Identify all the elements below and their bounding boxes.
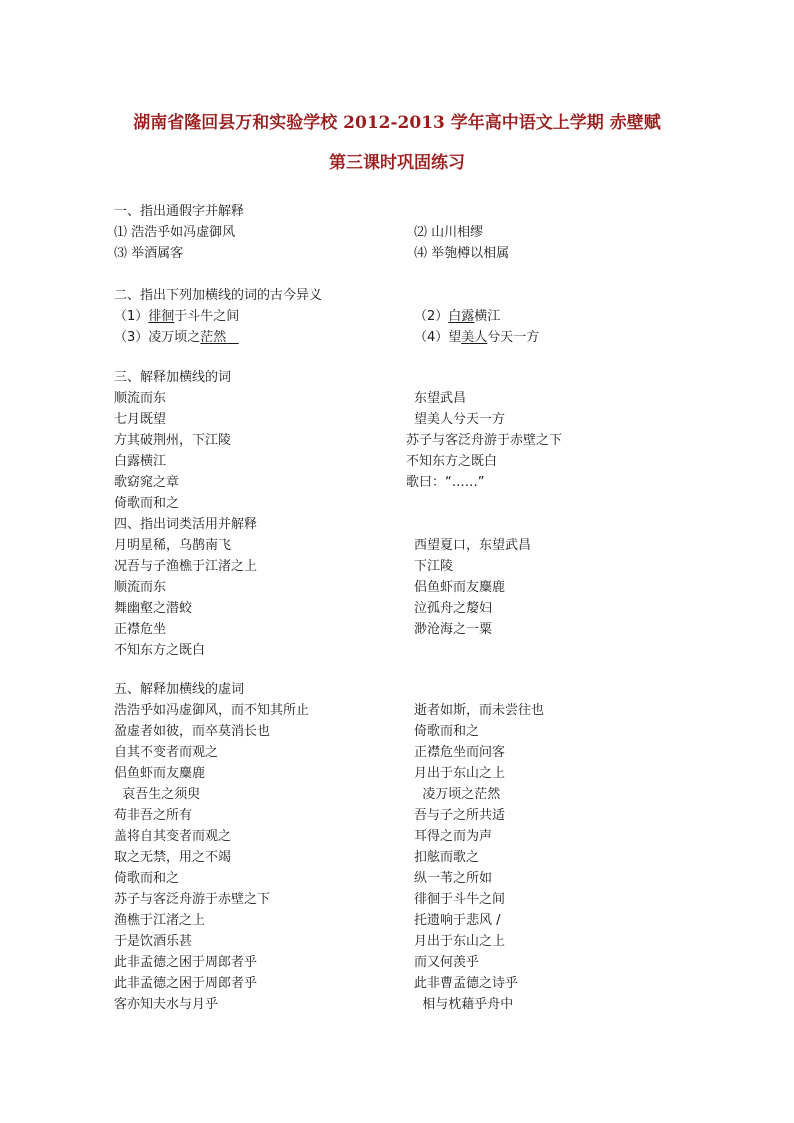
exercise-item: 望美人兮天一方 [414, 412, 506, 427]
exercise-item: 不知东方之既白 [406, 454, 498, 469]
exercise-row [0, 973, 794, 994]
exercise-row [0, 910, 794, 931]
exercise-item: 纵一苇之所如 [414, 871, 493, 886]
exercise-row [0, 952, 794, 973]
exercise-item: 倚歌而和之 [114, 496, 180, 511]
exercise-row [0, 556, 794, 577]
exercise-item: 凌万顷之茫然 [414, 787, 501, 802]
exercise-item: 泣孤舟之嫠妇 [414, 601, 493, 616]
exercise-item: ⑶ 举酒属客 [114, 246, 184, 261]
exercise-item: 七月既望 [114, 412, 167, 427]
exercise-row [0, 889, 794, 910]
exercise-item: 扣舷而歌之 [414, 850, 480, 865]
exercise-item: 月出于东山之上 [414, 766, 506, 781]
exercise-item: 下江陵 [414, 559, 454, 574]
section-heading: 五、解释加横线的虚词 [114, 682, 245, 697]
exercise-row [0, 721, 794, 742]
exercise-row [0, 535, 794, 556]
exercise-item: 逝者如斯，而未尝往也 [414, 703, 545, 718]
exercise-item: 此非孟德之困于周郎者乎 [114, 955, 258, 970]
exercise-row [0, 472, 794, 493]
underlined-word: 美人 [461, 330, 488, 345]
exercise-row [0, 994, 794, 1015]
exercise-item: （1）徘徊于斗牛之间 [114, 309, 240, 324]
exercise-item: 歌窈窕之章 [114, 475, 180, 490]
exercise-item: 徘徊于斗牛之间 [414, 892, 506, 907]
exercise-item: 浩浩乎如冯虚御风，而不知其所止 [114, 703, 310, 718]
exercise-item: 方其破荆州，下江陵 [114, 433, 232, 448]
exercise-item: 月明星稀，乌鹊南飞 [114, 538, 232, 553]
section-3 [0, 367, 794, 514]
section-heading: 一、指出通假字并解释 [114, 204, 245, 219]
exercise-item: 吾与子之所共适 [414, 808, 506, 823]
exercise-item: 相与枕藉乎舟中 [414, 997, 514, 1012]
exercise-row [0, 700, 794, 721]
exercise-item: 顺流而东 [114, 391, 167, 406]
exercise-item: 顺流而东 [114, 580, 167, 595]
exercise-item: 况吾与子渔樵于江渚之上 [114, 559, 258, 574]
exercise-item: （3）凌万顷之茫然 [114, 330, 227, 345]
exercise-item: 此非孟德之困于周郎者乎 [114, 976, 258, 991]
exercise-item: 自其不变者而观之 [114, 745, 219, 760]
exercise-item: 于是饮酒乐甚 [114, 934, 193, 949]
exercise-row [0, 577, 794, 598]
exercise-item: 此非曹孟德之诗乎 [414, 976, 519, 991]
exercise-item: 渔樵于江渚之上 [114, 913, 206, 928]
exercise-item: 而又何羡乎 [414, 955, 480, 970]
exercise-item: 盖将自其变者而观之 [114, 829, 232, 844]
exercise-item: （4）望美人兮天一方 [414, 330, 540, 345]
exercise-item: 渺沧海之一粟 [414, 622, 493, 637]
exercise-row [0, 409, 794, 430]
exercise-row [0, 619, 794, 640]
exercise-row [0, 243, 794, 264]
section-heading: 三、解释加横线的词 [114, 370, 232, 385]
exercise-item: 侣鱼虾而友麋鹿 [414, 580, 506, 595]
exercise-item: 白露横江 [114, 454, 167, 469]
exercise-item: 耳得之而为声 [414, 829, 493, 844]
exercise-item: 托遗响于悲风 / [414, 913, 501, 928]
exercise-row [0, 868, 794, 889]
exercise-item: 苏子与客泛舟游于赤壁之下 [114, 892, 271, 907]
exercise-item: 舞幽壑之潜蛟 [114, 601, 193, 616]
exercise-item: 倚歌而和之 [414, 724, 480, 739]
exercise-row [0, 598, 794, 619]
exercise-item: 苏子与客泛舟游于赤壁之下 [406, 433, 563, 448]
section-heading: 二、指出下列加横线的词的古今异义 [114, 288, 323, 303]
exercise-row [0, 430, 794, 451]
section-heading: 四、指出词类活用并解释 [114, 517, 258, 532]
exercise-row [0, 640, 794, 661]
exercise-item: 取之无禁，用之不竭 [114, 850, 232, 865]
exercise-item: 客亦知夫水与月乎 [114, 997, 219, 1012]
exercise-item: 不知东方之既白 [114, 643, 206, 658]
exercise-row [0, 784, 794, 805]
exercise-item: 东望武昌 [414, 391, 467, 406]
section-4 [0, 514, 794, 661]
underlined-word: 茫然 [200, 330, 227, 345]
exercise-item: ⑵ 山川相缪 [414, 225, 484, 240]
exercise-row [0, 742, 794, 763]
exercise-item: 歌曰：“……” [406, 475, 485, 490]
exercise-item: 侣鱼虾而友麋鹿 [114, 766, 206, 781]
exercise-row [0, 931, 794, 952]
exercise-row [0, 847, 794, 868]
exercise-row [0, 222, 794, 243]
section-2 [0, 285, 794, 348]
exercise-row [0, 306, 794, 327]
exercise-row [0, 763, 794, 784]
exercise-row [0, 805, 794, 826]
exercise-item: ⑷ 举匏樽以相属 [414, 246, 510, 261]
section-1 [0, 201, 794, 264]
exercise-item: 正襟危坐 [114, 622, 167, 637]
exercise-item: ⑴ 浩浩乎如冯虚御风 [114, 225, 236, 240]
underlined-word: 徘徊 [148, 309, 175, 324]
exercise-item: 苟非吾之所有 [114, 808, 193, 823]
exercise-row [0, 493, 794, 514]
exercise-row [0, 388, 794, 409]
page-subtitle: 第三课时巩固练习 [329, 153, 465, 173]
page-title: 湖南省隆回县万和实验学校 2012-2013 学年高中语文上学期 赤壁赋 [133, 113, 661, 133]
exercise-row [0, 327, 794, 348]
exercise-item: 月出于东山之上 [414, 934, 506, 949]
exercise-item: 哀吾生之须臾 [114, 787, 201, 802]
exercise-row [0, 826, 794, 847]
exercise-item: 盈虚者如彼，而卒莫消长也 [114, 724, 271, 739]
exercise-item: 西望夏口，东望武昌 [414, 538, 532, 553]
underlined-word: 白露 [448, 309, 475, 324]
exercise-item: （2）白露横江 [414, 309, 501, 324]
section-5 [0, 679, 794, 1015]
exercise-item: 正襟危坐而问客 [414, 745, 506, 760]
exercise-item: 倚歌而和之 [114, 871, 180, 886]
exercise-row [0, 451, 794, 472]
